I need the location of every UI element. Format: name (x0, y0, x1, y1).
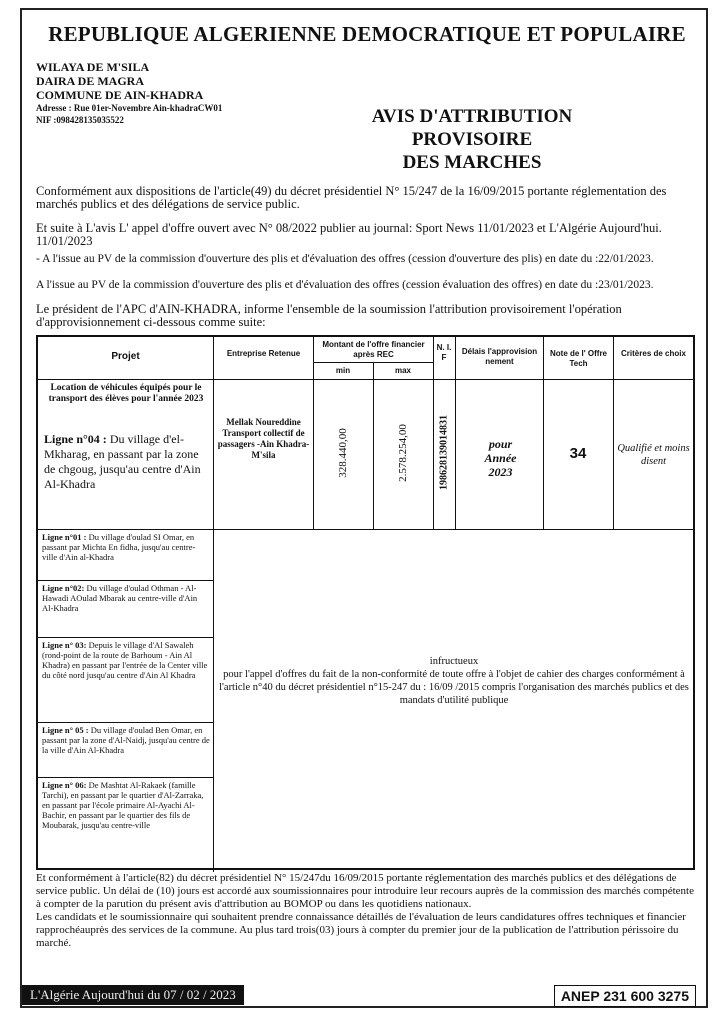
ligne-02-label: Ligne n°02: (42, 583, 85, 593)
row-divider (38, 580, 213, 581)
header-max: max (394, 366, 411, 375)
nif: NIF :098428135035522 (36, 115, 124, 125)
montant-max: 2.578.254,00 (397, 424, 409, 482)
ligne-03-label: Ligne n° 03: (42, 640, 87, 650)
intro-paragraph-4: A l'issue au PV de la commission d'ouverture des plis et d'évaluation des offres (cession évaluation des offres) en date du :23/01/2023. (36, 279, 654, 291)
row-divider (38, 722, 213, 723)
ligne-03-text: Depuis le village d'Al Sawaleh (rond-point de la route de Barhoum - Ain Al Khadra) en passant par l'entrée de la Center ville du côté nord jusqu'au centre d'Ain Al Khadra (42, 640, 208, 680)
ligne-02 (42, 583, 210, 613)
footer-paragraph-2: Les candidats et le soumissionnaire qui souhaitent prendre connaissance détaillés de l'évaluation de leurs candidatures offres techniques et financier rapprochéauprès des services de la commune. Au plus tard trois(03) jours à compter du premier jour de la publication de l'attribution périssoire du marché. (36, 911, 686, 949)
header-montant: Montant de l'offre financier après REC (322, 340, 425, 359)
ligne-03 (42, 640, 210, 680)
publication-banner: L'Algérie Aujourd'hui du 07 / 02 / 2023 (22, 985, 244, 1005)
ligne-06-text: De Mashtat Al-Rakaek (famille Tarchi), en passant par le quartier d'Al-Zarraka, en passant par l'école primaire Al-Ayachi Al-Bachir, en passant par le quartier des fils de Moubarak, jusqu'au centre-ville (42, 780, 204, 830)
note-value: 34 (569, 445, 587, 462)
intro-paragraph-2: Et suite à L'avis L' appel d'offre ouvert avec N° 08/2022 publier au journal: Sport News 11/01/2023 et L'Algérie Aujourd'hui. 11/01/2023 (36, 221, 662, 248)
ligne-02-text: Du village d'oulad Othman - Al-Hawadi AOulad Mbarak au centre-ville d'Ain Al-Khadra (42, 583, 198, 613)
delais-value: pour Année 2023 (484, 437, 517, 479)
title-line-2: DES MARCHES (402, 152, 542, 173)
header-note: Note de l' Offre Tech (549, 349, 608, 368)
ligne-01-label: Ligne n°01 : (42, 532, 87, 542)
ligne-04-label: Ligne n°04 : (44, 432, 107, 446)
footer-paragraph-1: Et conformément à l'article(82) du décret présidentiel N° 15/247du 16/09/2015 portante réglementation des marchés publics et des délégations de service public. Un délai de (10) jours est accordé aux soumissionnaires pour introduire leur recours auprès de la commission des marchés compétente à compter de la parution du présent avis d'attribution au BOMOP ou dans les quotidiens nationaux. (36, 872, 694, 910)
row-divider (38, 777, 213, 778)
adresse: Adresse : Rue 01er-Novembre Ain-khadraCW01 (36, 103, 223, 113)
infructueux-title: infructueux (429, 656, 479, 667)
notice-title (312, 105, 632, 174)
column-divider (455, 337, 456, 529)
column-divider (433, 337, 434, 529)
entreprise-retenue: Mellak Noureddine Transport collectif de passagers -Ain Khadra-M'sila (217, 417, 310, 460)
intro-paragraph-3: - A l'issue au PV de la commission d'ouverture des plis et d'évaluation des offres (cession d'ouverture des plis) en date du :22/01/2023. (36, 253, 654, 265)
ligne-01 (42, 532, 210, 562)
row-divider (38, 637, 213, 638)
anep-reference: ANEP 231 600 3275 (554, 985, 696, 1007)
ligne-01-text: Du village d'oulad SI Omar, en passant par Michta En fidha, jusqu'au centre-ville d'Ain al-Khadra (42, 532, 196, 562)
wilaya: WILAYA DE M'SILA (36, 60, 150, 74)
row-divider (38, 529, 693, 530)
header-nif: N. I. F (436, 343, 452, 362)
projet-ligne-04 (44, 432, 209, 492)
montant-min: 328.440,00 (337, 428, 349, 478)
header-delais: Délais l'approvision nement (461, 347, 538, 366)
intro-paragraph-5: Le président de l'APC d'AIN-KHADRA, informe l'ensemble de la soumission l'attribution provisoirement l'opération d'approvisionnement ci-dessous comme suite: (36, 302, 622, 329)
infructueux-block (218, 655, 690, 707)
column-divider (613, 337, 614, 529)
footer-text (36, 872, 696, 950)
criteres-value: Qualifié et moins disent (617, 443, 690, 467)
ligne-05 (42, 725, 210, 755)
republic-heading: REPUBLIQUE ALGERIENNE DEMOCRATIQUE ET POPULAIRE (48, 22, 686, 46)
header-projet: Projet (111, 351, 140, 362)
header-criteres: Critères de choix (621, 349, 686, 358)
column-divider (373, 362, 374, 529)
ligne-05-label: Ligne n° 05 : (42, 725, 89, 735)
daira: DAIRA DE MAGRA (36, 74, 144, 88)
notice-page (20, 8, 708, 1008)
ligne-05-text: Du village d'oulad Ben Omar, en passant par la zone d'Al-Naidj, jusqu'au centre de la ville d'Ain Al-Khadra (42, 725, 210, 755)
column-divider (543, 337, 544, 529)
projet-title: Location de véhicules équipés pour le transport des élèves pour l'année 2023 (48, 383, 204, 404)
ligne-06-label: Ligne n° 06: (42, 780, 87, 790)
commune: COMMUNE DE AIN-KHADRA (36, 88, 204, 102)
ligne-04-text: Du village d'el-Mkharag, en passant par la zone de chgoug, jusqu'au centre d'Ain Al-Khadra (44, 432, 201, 491)
row-divider (38, 379, 693, 380)
header-entreprise: Entreprise Retenue (226, 349, 301, 358)
nif-value: 198628139014831 (438, 415, 450, 490)
infructueux-text: pour l'appel d'offres du fait de la non-conformité de toute offre à l'objet de cahier des charges conformément à l'article n°40 du décret présidentiel n°15-247 du : 16/09 /2015 compris l'organisation des marchés publics et des mandats d'utilité publique (219, 669, 689, 706)
column-divider (213, 337, 214, 872)
title-line-1: AVIS D'ATTRIBUTION PROVISOIRE (371, 106, 573, 150)
header-min: min (335, 366, 351, 375)
intro-paragraph-1: Conformément aux dispositions de l'article(49) du décret présidentiel N° 15/247 de la 16/09/2015 portante réglementation des marchés publics et des délégations de service public. (36, 184, 667, 211)
administration-block (36, 60, 222, 126)
row-divider (313, 362, 433, 363)
ligne-06 (42, 780, 210, 830)
attribution-table (36, 335, 695, 870)
